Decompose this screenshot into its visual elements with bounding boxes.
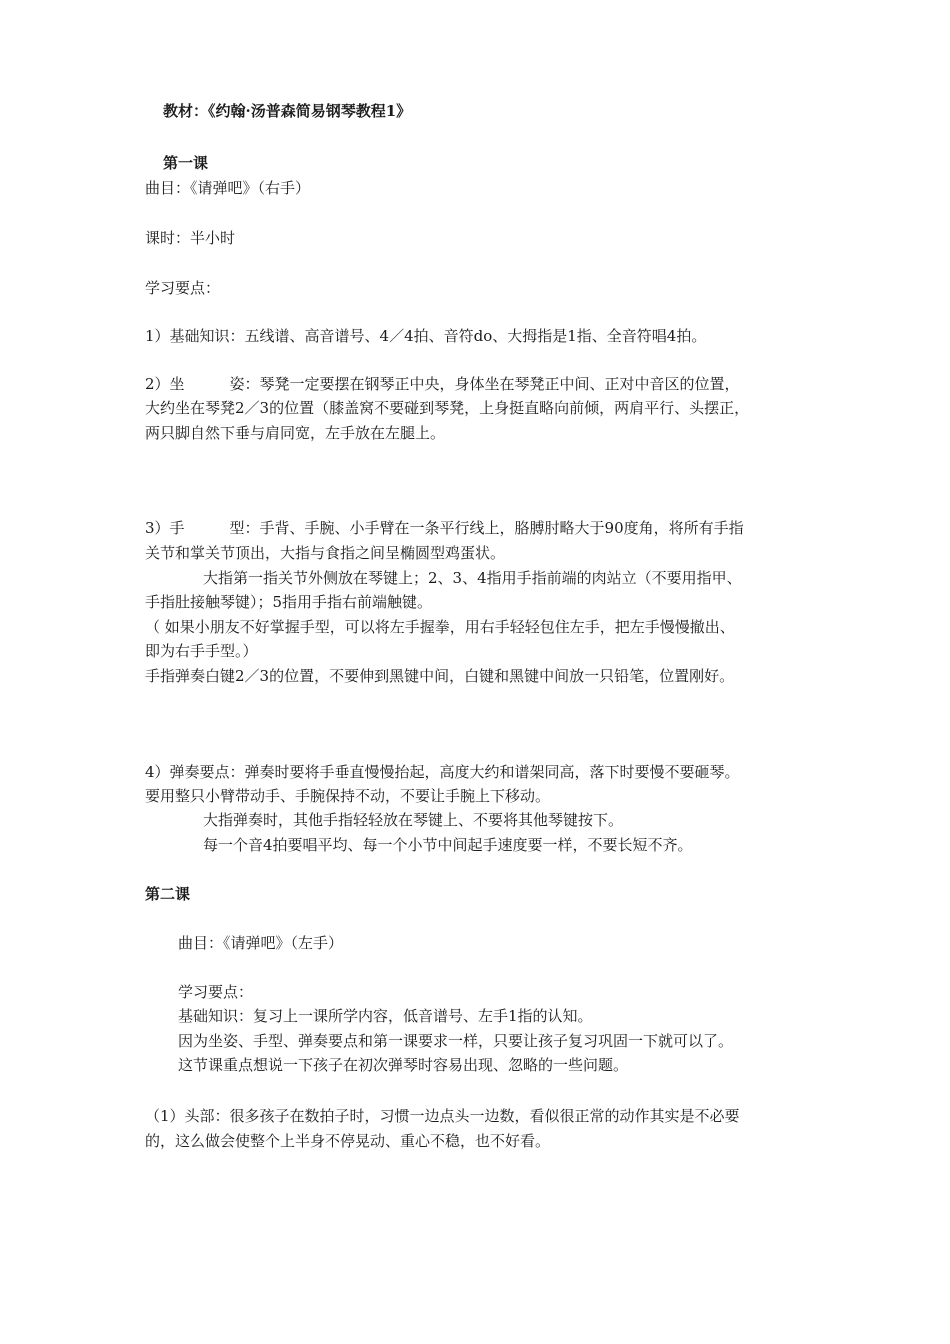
hand-shape-line-2: 关节和掌关节顶出，大指与食指之间呈椭圆型鸡蛋状。 (145, 544, 506, 562)
textbook-title: 教材：《约翰·汤普森简易钢琴教程1》 (163, 102, 412, 120)
lesson-2-key-points-label: 学习要点： (178, 983, 254, 1001)
hand-shape-line-1: 3）手 型：手背、手腕、小手臂在一条平行线上，胳膊肘略大于90度角，将所有手指 (145, 519, 744, 537)
hand-shape-line-6: 即为右手手型。） (145, 642, 258, 660)
playing-line-1: 4）弹奏要点：弹奏时要将手垂直慢慢抬起，高度大约和谱架同高，落下时要慢不要砸琴。 (145, 763, 740, 781)
hand-shape-line-7: 手指弹奏白键2／3的位置，不要伸到黑键中间，白键和黑键中间放一只铅笔，位置刚好。 (145, 667, 735, 685)
lesson-2-line-3: 这节课重点想说一下孩子在初次弹琴时容易出现、忽略的一些问题。 (178, 1056, 629, 1074)
lesson-1-piece: 曲目：《请弹吧》（右手） (145, 179, 311, 197)
playing-line-3: 大指弹奏时，其他手指轻轻放在琴键上、不要将其他琴键按下。 (203, 811, 624, 829)
lesson-1-duration: 课时：半小时 (145, 229, 236, 247)
lesson-1-basics: 1）基础知识：五线谱、高音谱号、4／4拍、音符do、大拇指是1指、全音符唱4拍。 (145, 327, 707, 345)
head-line-1: （1）头部：很多孩子在数拍子时，习惯一边点头一边数，看似很正常的动作其实是不必要 (145, 1107, 740, 1125)
lesson-2-title: 第二课 (145, 885, 191, 903)
lesson-2-line-2: 因为坐姿、手型、弹奏要点和第一课要求一样，只要让孩子复习巩固一下就可以了。 (178, 1032, 734, 1050)
playing-line-2: 要用整只小臂带动手、手腕保持不动，不要让手腕上下移动。 (145, 787, 551, 805)
posture-line-3: 两只脚自然下垂与肩同宽，左手放在左腿上。 (145, 424, 446, 442)
hand-shape-line-5: （ 如果小朋友不好掌握手型，可以将左手握拳，用右手轻轻包住左手，把左手慢慢撤出、 (145, 618, 735, 636)
lesson-2-line-1: 基础知识：复习上一课所学内容，低音谱号、左手1指的认知。 (178, 1007, 593, 1025)
lesson-1-title: 第一课 (163, 154, 209, 172)
lesson-2-piece: 曲目：《请弹吧》（左手） (178, 934, 344, 952)
hand-shape-line-4: 手指肚接触琴键）；5指用手指右前端触键。 (145, 593, 433, 611)
lesson-1-key-points-label: 学习要点： (145, 279, 221, 297)
hand-shape-line-3: 大指第一指关节外侧放在琴键上；2、3、4指用手指前端的肉站立（不要用指甲、 (203, 569, 742, 587)
playing-line-4: 每一个音4拍要唱平均、每一个小节中间起手速度要一样，不要长短不齐。 (203, 836, 693, 854)
posture-line-2: 大约坐在琴凳2／3的位置（膝盖窝不要碰到琴凳，上身挺直略向前倾，两肩平行、头摆正， (145, 399, 750, 417)
head-line-2: 的，这么做会使整个上半身不停晃动、重心不稳，也不好看。 (145, 1132, 551, 1150)
posture-line-1: 2）坐 姿：琴凳一定要摆在钢琴正中央，身体坐在琴凳正中间、正对中音区的位置， (145, 375, 740, 393)
